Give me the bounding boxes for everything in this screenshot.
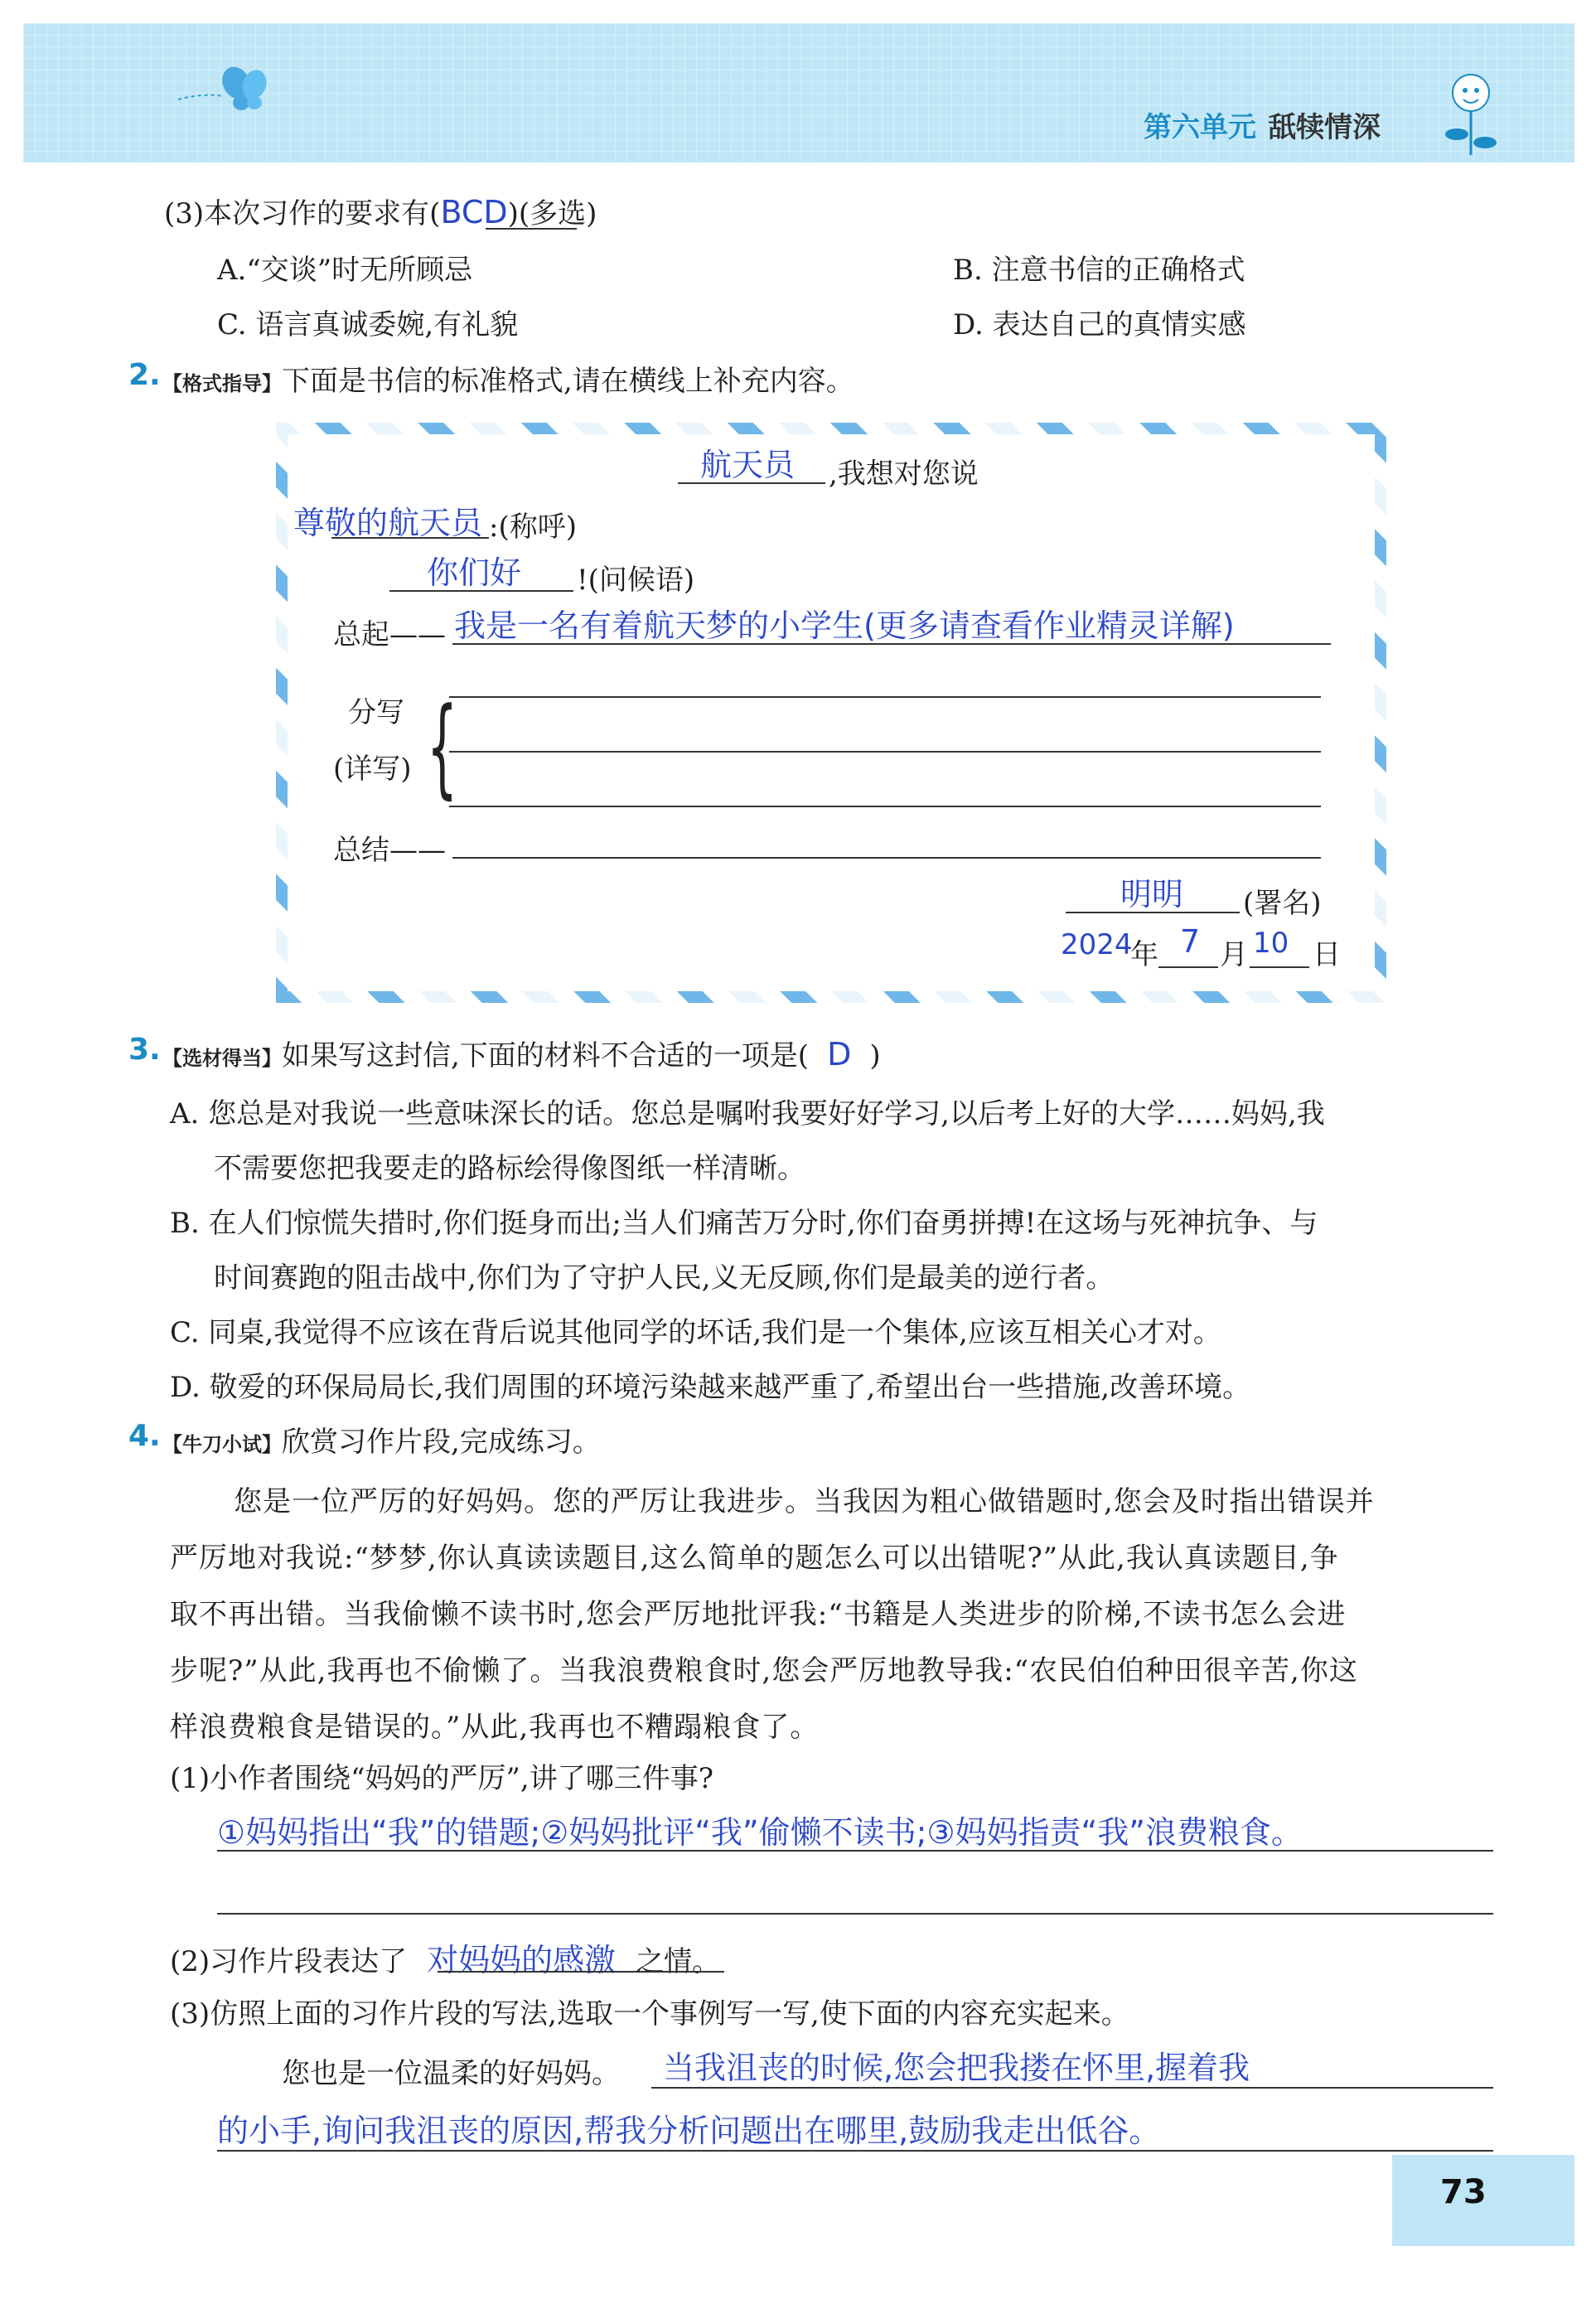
q1-3-answer: BCD [440, 194, 508, 230]
q4-number: 4. [128, 1419, 161, 1453]
letter-opening-label: 总起—— [333, 618, 446, 651]
q3-option-a-line-1: A. 您总是对我说一些意味深长的话。您总是嘱咐我要好好学习,以后考上好的大学……妈妈,我 [170, 1097, 1325, 1130]
letter-title-line [678, 482, 825, 484]
q4-sub-2-answer: 对妈妈的感激 [427, 1942, 617, 1978]
q2-stem [162, 358, 854, 399]
q2-stem-text: 下面是书信的标准格式,请在横线上补充内容。 [282, 365, 854, 398]
letter-opening-line [452, 643, 1331, 645]
letter-date-day-line [1250, 966, 1309, 968]
q3-option-b-line-1: B. 在人们惊慌失措时,你们挺身而出;当人们痛苦万分时,你们奋勇拼搏!在这场与死神抗争、与 [170, 1207, 1318, 1240]
letter-closing-label: 总结—— [333, 834, 446, 867]
q4-sub-2-line [438, 1971, 724, 1973]
q3-option-a-line-2: 不需要您把我要走的路标绘得像图纸一样清晰。 [214, 1152, 805, 1185]
q4-passage-line-1: 您是一位严厉的好妈妈。您的严厉让我进步。当我因为粗心做错题时,您会及时指出错误并 [234, 1485, 1375, 1518]
letter-body-label-1: 分写 [348, 696, 404, 729]
letter-salutation-line [331, 537, 489, 539]
letter-salutation-answer: 尊敬的航天员 [293, 505, 483, 541]
sunflower-icon [1425, 68, 1516, 159]
q3-option-b-line-2: 时间赛跑的阻击战中,你们为了守护人民,义无反顾,你们是最美的逆行者。 [214, 1261, 1115, 1295]
letter-body-brace: { [427, 684, 458, 810]
letter-date-day-suffix: 日 [1313, 938, 1341, 971]
letter-greeting-line [389, 590, 573, 592]
q4-sub-1-line-2 [217, 1913, 1493, 1915]
letter-salutation-suffix: :(称呼) [489, 511, 577, 544]
q4-stem-text: 欣赏习作片段,完成练习。 [282, 1426, 601, 1459]
q1-3-stem-text: (3)本次习作的要求有( [164, 197, 441, 230]
q4-sub-3-answer-line-2: 的小手,询问我沮丧的原因,帮我分析问题出在哪里,鼓励我走出低谷。 [217, 2113, 1161, 2149]
unit-label: 第六单元 [1144, 111, 1256, 144]
unit-title [1144, 104, 1381, 145]
q4-sub-3-line-1 [651, 2087, 1493, 2089]
q4-sub-3-answer-line-1: 当我沮丧的时候,您会把我搂在怀里,握着我 [663, 2050, 1250, 2086]
q3-option-c: C. 同桌,我觉得不应该在背后说其他同学的坏话,我们是一个集体,应该互相关心才对。 [170, 1316, 1221, 1349]
q4-sub-2-stem [170, 1934, 720, 1980]
page-number: 73 [1440, 2173, 1487, 2211]
letter-date-month-line [1158, 966, 1218, 968]
letter-body-line-3 [449, 806, 1321, 807]
q4-sub-1-stem: (1)小作者围绕“妈妈的严厉”,讲了哪三件事? [170, 1762, 713, 1795]
q3-stem-text: 如果写这封信,下面的材料不合适的一项是( [282, 1039, 810, 1072]
q3-stem [162, 1033, 881, 1073]
butterfly-icon [178, 60, 269, 118]
letter-body-label-2: (详写) [333, 753, 412, 786]
q4-sub-2-prefix: (2)习作片段表达了 [170, 1945, 408, 1978]
letter-greeting-suffix: !(问候语) [577, 564, 695, 597]
unit-topic: 舐犊情深 [1268, 111, 1381, 144]
q1-3-stem [164, 191, 597, 231]
q4-tag: 【牛刀小试】 [162, 1433, 282, 1456]
q3-tag: 【选材得当】 [162, 1047, 282, 1070]
letter-signature-answer: 明明 [1120, 876, 1184, 913]
q1-3-answer-line [486, 228, 577, 230]
q4-sub-1-answer: ①妈妈指出“我”的错题;②妈妈批评“我”偷懒不读书;③妈妈指责“我”浪费粮食。 [217, 1814, 1303, 1851]
q3-answer: D [827, 1036, 852, 1072]
q3-option-d: D. 敬爱的环保局局长,我们周围的环境污染越来越严重了,希望出台一些措施,改善环境。 [170, 1371, 1251, 1404]
letter-title-suffix: ,我想对您说 [829, 458, 979, 491]
q1-3-option-a: A.“交谈”时无所顾忌 [217, 254, 473, 287]
q1-3-option-d: D. 表达自己的真情实感 [953, 308, 1246, 341]
q4-sub-1-line-1 [217, 1850, 1493, 1852]
q4-passage-line-2: 严厉地对我说:“梦梦,你认真读读题目,这么简单的题怎么可以出错呢?”从此,我认真读题目,争 [170, 1542, 1339, 1575]
letter-title-answer: 航天员 [700, 447, 796, 483]
letter-opening-answer: 我是一名有着航天梦的小学生(更多请查看作业精灵详解) [454, 608, 1235, 644]
letter-body-line-1 [449, 696, 1321, 698]
q1-3-option-c: C. 语言真诚委婉,有礼貌 [217, 308, 519, 341]
q2-tag: 【格式指导】 [162, 372, 282, 395]
letter-date-month: 7 [1180, 923, 1201, 960]
letter-date-month-suffix: 月 [1220, 938, 1248, 971]
letter-date-year-suffix: 年 [1130, 938, 1158, 971]
q4-stem [162, 1419, 601, 1460]
q4-passage-line-4: 步呢?”从此,我再也不偷懒了。当我浪费粮食时,您会严厉地教导我:“农民伯伯种田很辛苦,你这 [170, 1654, 1358, 1687]
q3-stem-suffix: ) [869, 1039, 881, 1072]
q3-number: 3. [128, 1033, 161, 1067]
q4-sub-3-lead: 您也是一位温柔的好妈妈。 [282, 2057, 620, 2090]
letter-signature-suffix: (署名) [1243, 887, 1322, 920]
letter-greeting-answer: 你们好 [427, 554, 522, 591]
q4-sub-3-stem: (3)仿照上面的习作片段的写法,选取一个事例写一写,使下面的内容充实起来。 [170, 1997, 1129, 2031]
letter-date-day: 10 [1253, 927, 1289, 960]
letter-closing-line [452, 857, 1321, 859]
q1-3-stem-suffix: )(多选) [507, 197, 597, 230]
letter-signature-line [1066, 912, 1240, 913]
q4-passage-line-5: 样浪费粮食是错误的。”从此,我再也不糟蹋粮食了。 [170, 1711, 820, 1744]
q4-sub-3-line-2 [217, 2150, 1493, 2152]
letter-body-line-2 [449, 751, 1321, 753]
q4-passage-line-3: 取不再出错。当我偷懒不读书时,您会严厉地批评我:“书籍是人类进步的阶梯,不读书怎么会进 [170, 1598, 1347, 1631]
q4-sub-2-suffix: 之情。 [636, 1945, 721, 1978]
letter-date-year: 2024 [1061, 928, 1133, 961]
q1-3-option-b: B. 注意书信的正确格式 [953, 254, 1245, 287]
q2-number: 2. [128, 358, 161, 392]
